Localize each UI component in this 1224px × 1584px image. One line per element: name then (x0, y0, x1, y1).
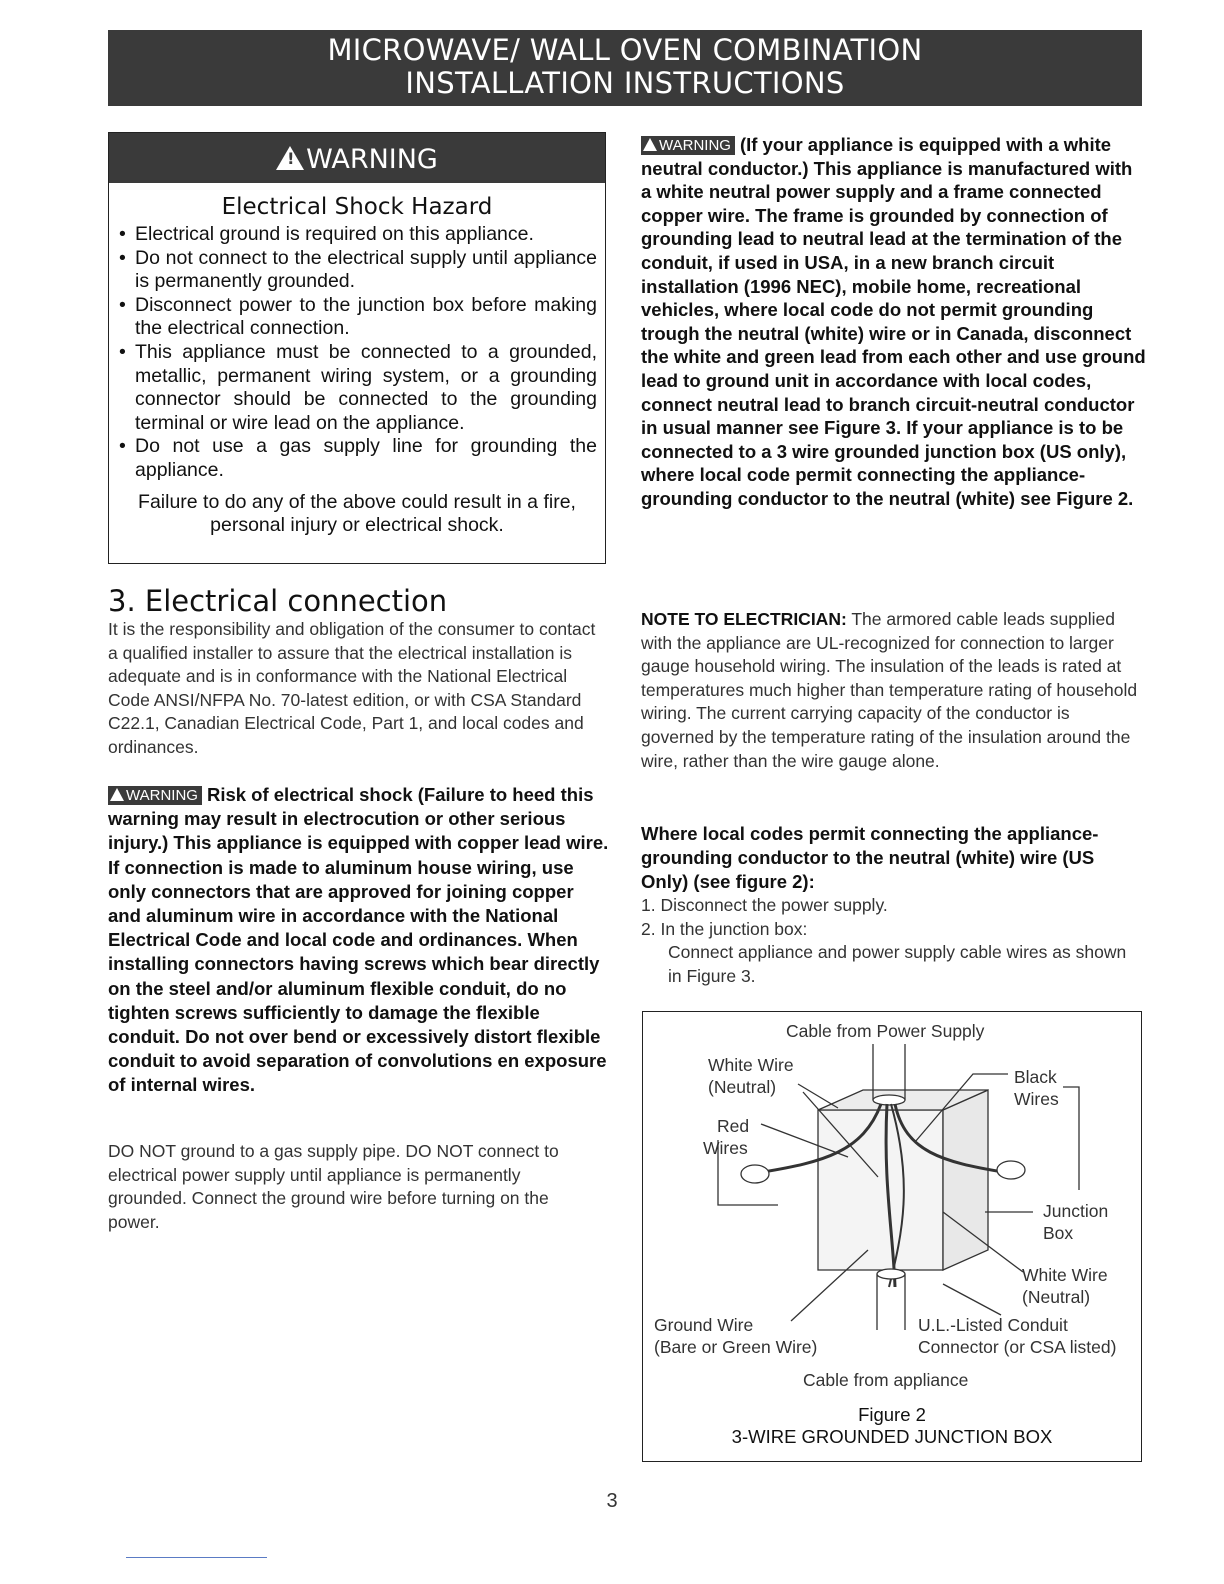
footer-line (126, 1557, 267, 1558)
junction-box-front (818, 1110, 943, 1270)
warning-triangle-icon (643, 138, 657, 151)
label-red-wires: Wires (703, 1138, 748, 1158)
step-2-detail: Connect appliance and power supply cable wires as shown in Figure 3. (668, 942, 1127, 986)
label-black: Black (1014, 1067, 1057, 1087)
failure-statement: Failure to do any of the above could result in a fire, personal injury or electrical shock. (138, 490, 576, 537)
step-2: 2. In the junction box: (641, 918, 808, 939)
hazard-item: • Electrical ground is required on this appliance. (119, 223, 597, 247)
label-bare-green: (Bare or Green Wire) (654, 1337, 818, 1357)
title-line-1: MICROWAVE/ WALL OVEN COMBINATION (327, 33, 923, 67)
label-box: Box (1043, 1223, 1074, 1243)
warning-heading (109, 133, 605, 183)
label-red: Red (717, 1116, 750, 1136)
page-number: 3 (606, 1490, 618, 1512)
label-neutral-1: (Neutral) (708, 1077, 777, 1097)
warning-tag-text: WARNING (659, 137, 731, 154)
section-heading: 3. Electrical connection (108, 584, 448, 618)
note-text: The armored cable leads supplied with the appliance are UL-recognized for connection to larger gauge household wiring. The insulation of the leads is rated at temperatures much higher than temperature rating of household wiring. The current carrying capacity of the conductor is governed by the temperature rating of the insulation around the wire, rather than the wire gauge alone. (641, 609, 1138, 771)
shock-warning (108, 783, 610, 1098)
title-line-2: INSTALLATION INSTRUCTIONS (405, 66, 845, 100)
label-cable-bottom: Cable from appliance (803, 1370, 969, 1390)
section-intro: It is the responsibility and obligation of the consumer to contact a qualified installer to assure that the electrical installation is adequate and is in conformance with the National Electrical Code ANSI/NFPA No. 70-latest edition, or with CSA Standard C22.1, Canadian Electrical Code, Part 1, and local codes and ordinances. (108, 619, 596, 757)
warning-tag (108, 786, 202, 805)
title-banner (108, 30, 1142, 106)
label-cable-top: Cable from Power Supply (786, 1021, 985, 1041)
label-junction: Junction (1043, 1201, 1109, 1221)
where-heading: Where local codes permit connecting the appliance-grounding conductor to the neutral (white) wire (US Only) (see figure 2): (641, 823, 1099, 893)
label-black-wires: Wires (1014, 1089, 1059, 1109)
ground-note: DO NOT ground to a gas supply pipe. DO NOT connect to electrical power supply until appliance is permanently grounded. Connect the ground wire before turning on the power. (108, 1141, 559, 1232)
hazard-item: • Do not use a gas supply line for grounding the appliance. (119, 435, 597, 482)
neutral-warning (641, 133, 1146, 511)
hazard-item: • Disconnect power to the junction box before making the electrical connection. (119, 294, 597, 341)
wire-nut-left (741, 1165, 769, 1183)
steps-list (641, 894, 1141, 988)
note-label: NOTE TO ELECTRICIAN: (641, 609, 847, 629)
label-ground-wire: Ground Wire (654, 1315, 754, 1335)
label-ul-listed: U.L.-Listed Conduit (918, 1315, 1068, 1335)
hazard-list (109, 223, 605, 483)
warning-icon: ! (276, 146, 304, 170)
figure-caption-number: Figure 2 (858, 1404, 926, 1425)
figure-2 (642, 1011, 1142, 1462)
label-connector: Connector (or CSA listed) (918, 1337, 1117, 1357)
figure-caption-title: 3-WIRE GROUNDED JUNCTION BOX (731, 1426, 1053, 1447)
warning-triangle-icon (110, 788, 124, 801)
electrician-note (641, 608, 1146, 773)
hazard-item: • Do not connect to the electrical supply until appliance is permanently grounded. (119, 247, 597, 294)
step-1: 1. Disconnect the power supply. (641, 895, 888, 915)
shock-warning-text: Risk of electrical shock (Failure to heed this warning may result in electrocution or other serious injury.) This appliance is equipped with copper lead wire. If connection is made to aluminum house wiring, use only connectors that are approved for joining copper and aluminum wire in accordance with the National Electrical Code and local code and ordinances. When installing connectors having screws which bear directly on the steel and/or aluminum flexible conduit, do no tighten screws sufficiently to damage the flexible conduit. Do not over bend or excessively distort flexible conduit to avoid separation of convolutions en exposure of internal wires. (108, 784, 609, 1096)
warning-heading-text: WARNING (306, 144, 438, 175)
hazard-item: • This appliance must be connected to a grounded, metallic, permanent wiring system, or a grounding connector should be connected to the grounding terminal or wire lead on the appliance. (119, 341, 597, 435)
junction-box-side (943, 1090, 988, 1270)
wire-nut-right (997, 1161, 1025, 1179)
warning-tag (641, 136, 735, 155)
label-white-wire-1: White Wire (708, 1055, 794, 1075)
hazard-title: Electrical Shock Hazard (221, 194, 493, 220)
warning-tag-text: WARNING (126, 787, 198, 804)
label-neutral-2: (Neutral) (1022, 1287, 1091, 1307)
neutral-warning-text: (If your appliance is equipped with a white neutral conductor.) This appliance is manufactured with a white neutral power supply and a frame connected copper wire. The frame is grounded by connection of grounding lead to neutral lead at the termination of the conduit, if used in USA, in a new branch circuit installation (1996 NEC), mobile home, recreational vehicles, where local code do not permit grounding trough the neutral (white) wire or in Canada, disconnect the white and green lead from each other and use ground lead to ground unit in accordance with local codes, connect neutral lead to branch circuit-neutral conductor in usual manner see Figure 3. If your appliance is to be connected to a 3 wire grounded junction box (US only), where local code permit connecting the appliance-grounding conductor to the neutral (white) see Figure 2. (641, 134, 1146, 509)
label-white-wire-2: White Wire (1022, 1265, 1108, 1285)
warning-box (108, 132, 606, 564)
